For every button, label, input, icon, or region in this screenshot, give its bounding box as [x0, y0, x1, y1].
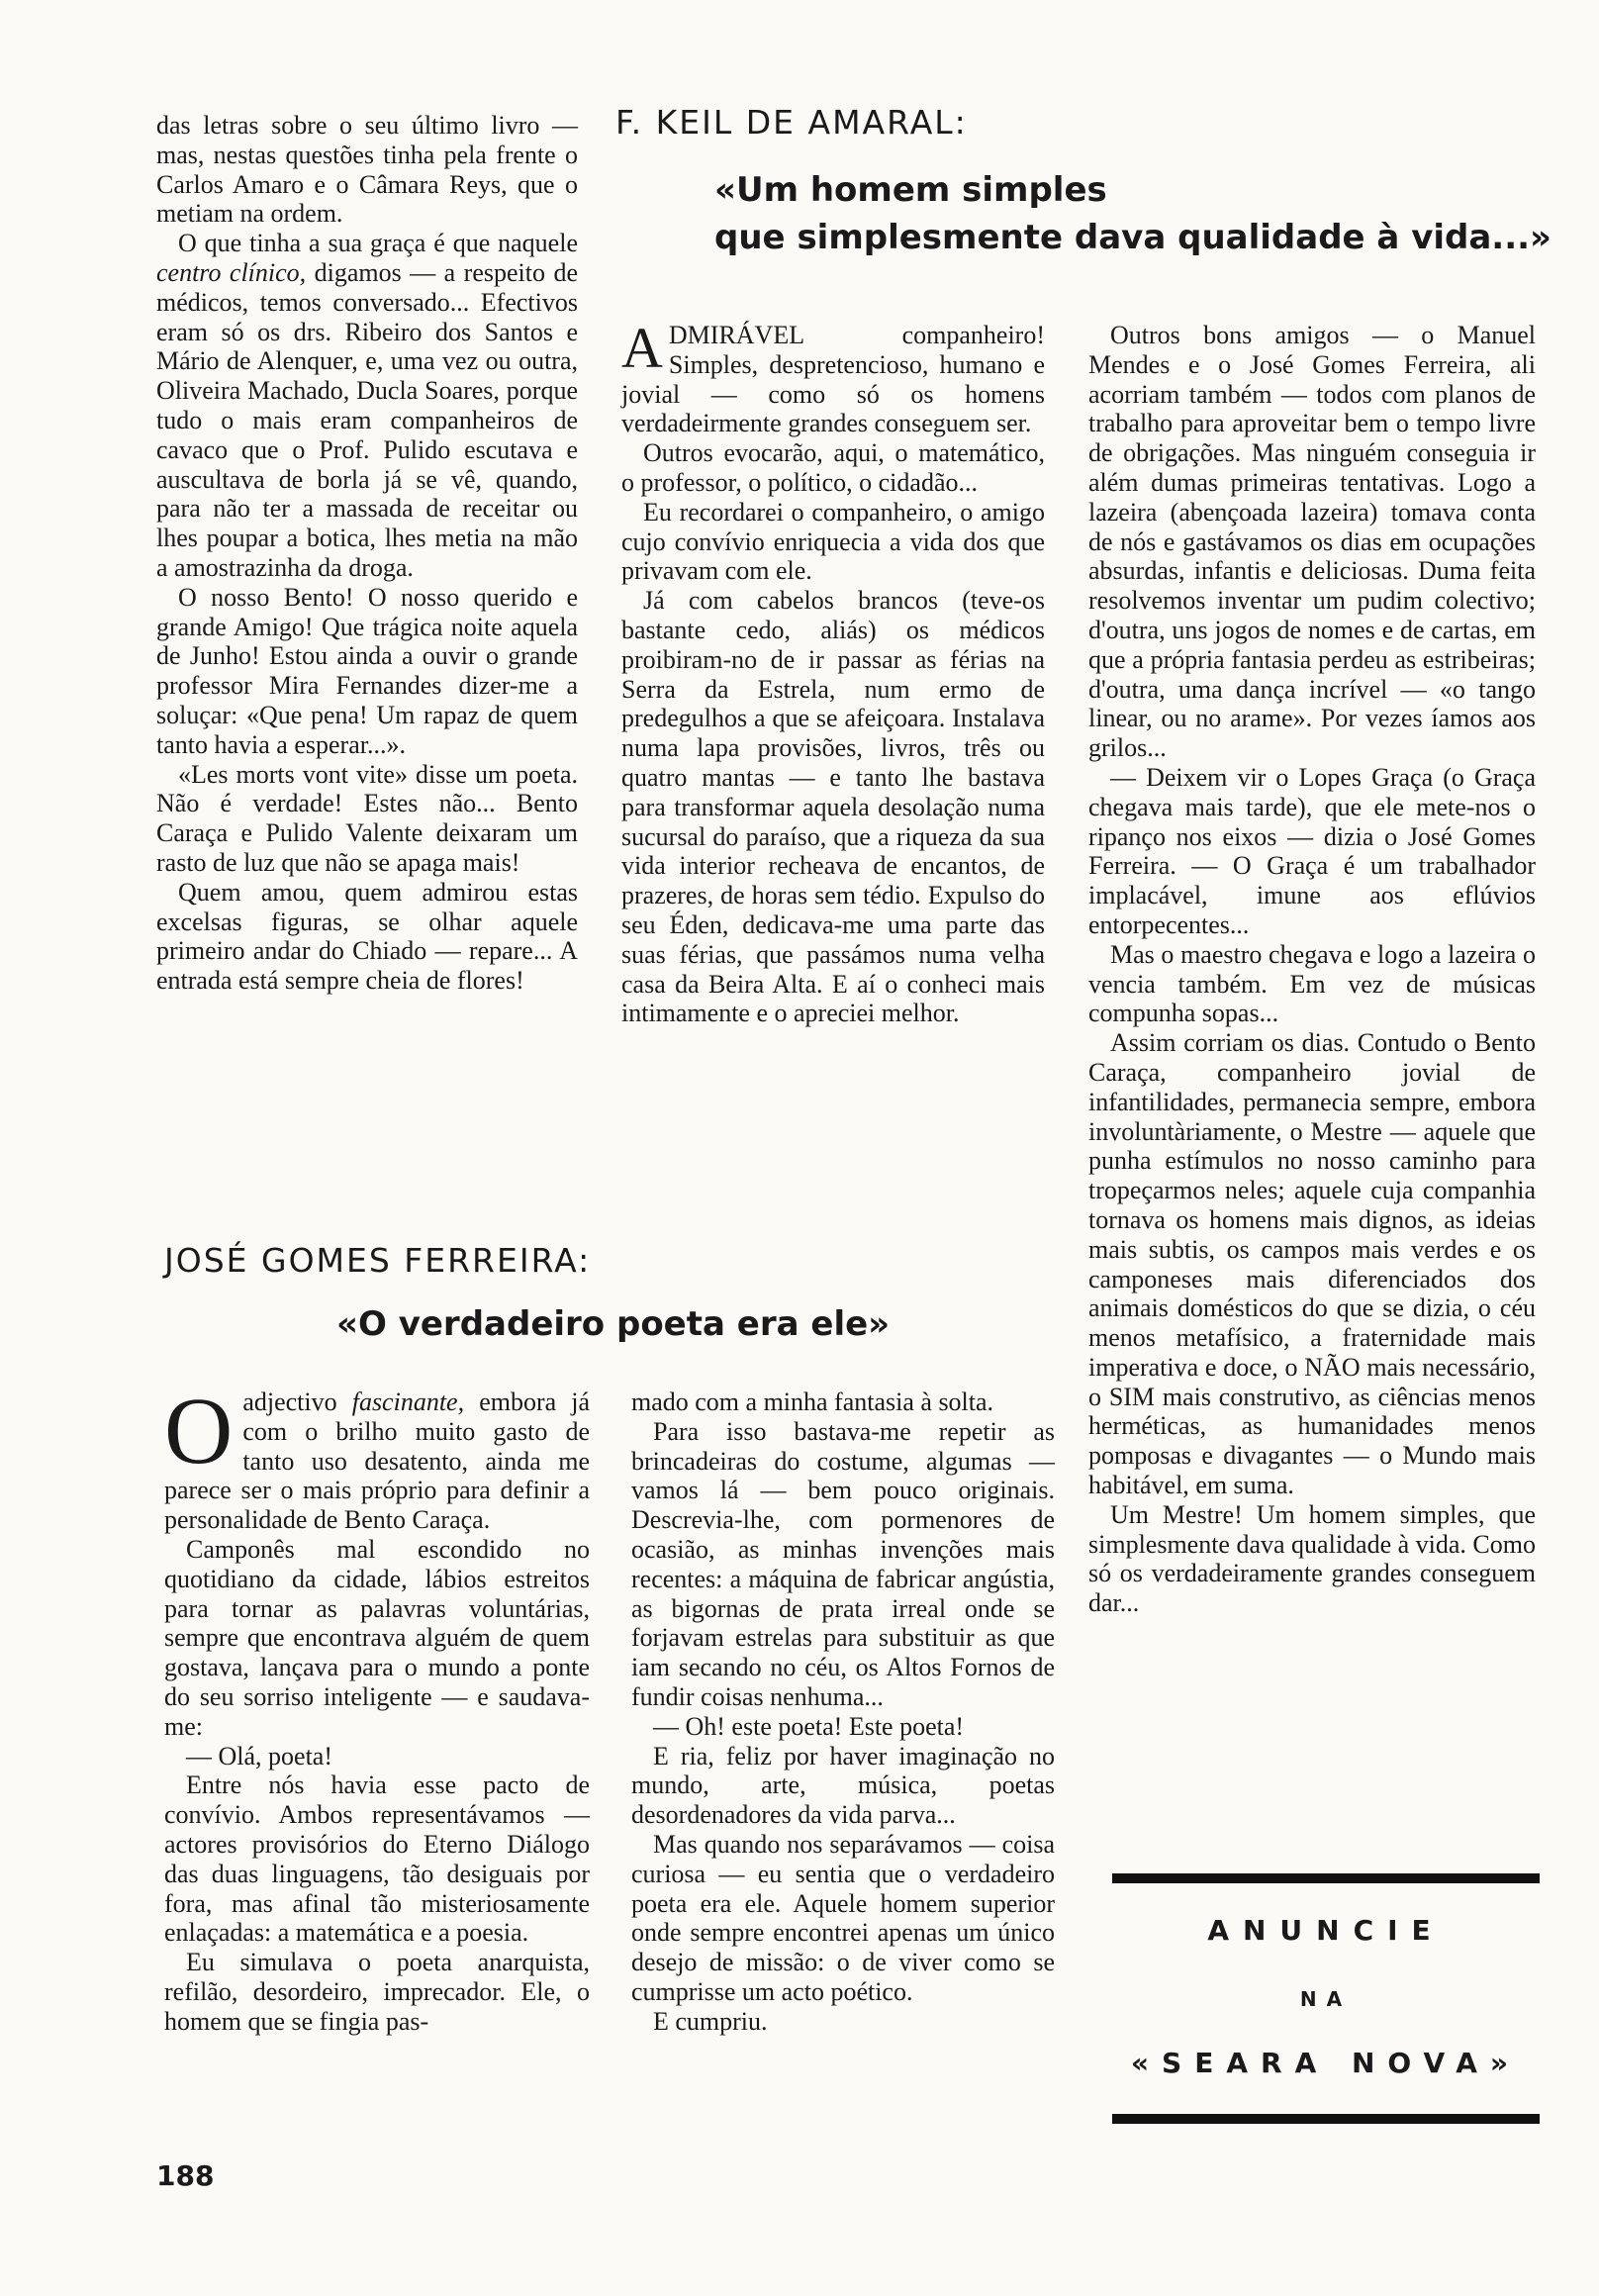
- paragraph: Já com cabelos brancos (teve-os bastante cedo, aliás) os médicos proibiram-no de ir passar as férias na Serra da Estrela, num ermo de predegulhos a que se afeiçoara. Instalava numa lapa provisões, livros, três ou quatro mantas — e tanto lhe bastava para transformar aquela desolação numa sucursal do paraíso, que a riqueza da sua vida interior recheava de encantos, de prazeres, de horas sem tédio. Expulso do seu Éden, dedicava-me uma parte das suas férias, que passámos numa velha casa da Beira Alta. E aí o conheci mais intimamente e o apreciei melhor.: [621, 586, 1045, 1028]
- paragraph: das letras sobre o seu último livro — mas, nestas questões tinha pela frente o Carlos Amaro e o Câmara Reys, que o metiam na ordem.: [156, 111, 578, 229]
- drop-cap: A: [621, 316, 663, 380]
- first-paragraph-text: DMIRÁVEL companheiro! Simples, despretencioso, humano e jovial — como só os homens verdadeirmente grandes conseguem ser.: [621, 321, 1045, 438]
- jgf-headline: «O verdadeiro poeta era ele»: [336, 1304, 891, 1344]
- keil-headline-line2: que simplesmente dava qualidade à vida...»: [714, 218, 1552, 257]
- jgf-column-1: [164, 1378, 591, 2037]
- italic-word: fascinante,: [351, 1387, 465, 1416]
- keil-headline: [714, 166, 1552, 261]
- advert-line-3: «SEARA NOVA»: [1130, 2047, 1522, 2079]
- paragraph: — Oh! este poeta! Este poeta!: [653, 1711, 965, 1741]
- keil-first-paragraph: [621, 316, 1045, 438]
- continuation-column: [156, 111, 578, 996]
- paragraph: Eu simulava o poeta anarquista, refilão, desordeiro, imprecador. Ele, o homem que se fingia pas-: [164, 1948, 590, 2036]
- paragraph: Um Mestre! Um homem simples, que simplesmente dava qualidade à vida. Como só os verdadeiramente grandes conseguem dar...: [1088, 1499, 1536, 1618]
- first-paragraph-post: embora já com o brilho muito gasto de tanto uso desatento, ainda me parece ser o mais próprio para definir a personalidade de Bento Caraça.: [164, 1387, 591, 1535]
- advert-top-rule: [1112, 1873, 1540, 1883]
- paragraph: Mas o maestro chegava e logo a lazeira o vencia também. Em vez de músicas compunha sopas...: [1088, 939, 1536, 1028]
- keil-column-1: [621, 316, 1045, 1028]
- paragraph: Assim corriam os dias. Contudo o Bento Caraça, companheiro jovial de infantilidades, permanecia sempre, embora involuntàriamente, o Mestre — aquele que punha estímulos no nosso caminho para tropeçarmos neles; aquele cuja companhia tornava os homens mais dignos, as ideias mais subtis, os campos mais verdes e os camponeses mais diferenciados dos animais domésticos do que se dizia, o céu menos metafísico, a fraternidade mais imperativa e doce, o NÃO mais necessário, o SIM mais construtivo, as ciências menos herméticas, as humanidades menos pomposas e divagantes — o Mundo mais habitável, em suma.: [1088, 1028, 1536, 1500]
- paragraph: O nosso Bento! O nosso querido e grande Amigo! Que trágica noite aquela de Junho! Estou ainda a ouvir o grande professor Mira Fernandes dizer-me a soluçar: «Que pena! Um rapaz de quem tanto havia a esperar...».: [156, 582, 578, 759]
- jgf-first-paragraph: [164, 1378, 591, 1535]
- paragraph: Para isso bastava-me repetir as brincadeiras do costume, algumas — vamos lá — bem pouco originais. Descrevia-lhe, com pormenores de ocasião, as minhas invenções mais recentes: a máquina de fabricar angústia, as bigornas de prata irreal onde se forjavam estrelas para substituir as que iam secando no céu, os Altos Fornos de fundir coisas nenhuma...: [631, 1416, 1055, 1711]
- first-paragraph-pre: adjectivo: [242, 1387, 337, 1416]
- keil-column-2: [1088, 321, 1536, 1618]
- paragraph: Mas quando nos separávamos — coisa curiosa — eu sentia que o verdadeiro poeta era ele. Aquele homem superior onde sempre encontrei apenas um único desejo de missão: o de viver como se cumprisse um acto poético.: [631, 1829, 1055, 2006]
- paragraph: Entre nós havia esse pacto de convívio. Ambos representávamos — actores provisórios do Eterno Diálogo das duas linguagens, tão desiguais por fora, mas afinal tão misteriosamente enlaçadas: a matemática e a poesia.: [164, 1770, 590, 1948]
- page-number: 188: [156, 2159, 215, 2192]
- paragraph: Outros evocarão, aqui, o matemático, o professor, o político, o cidadão...: [621, 438, 1045, 497]
- advert-line-2: NA: [1299, 1987, 1353, 2011]
- paragraph: — Deixem vir o Lopes Graça (o Graça chegava mais tarde), que ele mete-nos o ripanço nos eixos — dizia o José Gomes Ferreira. — O Graça é um trabalhador implacável, imune aos eflúvios entorpecentes...: [1088, 762, 1536, 939]
- paragraph: E cumpriu.: [653, 2006, 768, 2036]
- jgf-column-2: [631, 1387, 1055, 2037]
- paragraph: Camponês mal escondido no quotidiano da cidade, lábios estreitos para tornar as palavras voluntárias, sempre que encontrava alguém de quem gostava, lançava para o mundo a ponte do seu sorriso inteligente — e saudava-me:: [164, 1534, 590, 1741]
- paragraph: Eu recordarei o companheiro, o amigo cujo convívio enriquecia a vida dos que privavam com ele.: [621, 497, 1045, 586]
- paragraph: Outros bons amigos — o Manuel Mendes e o José Gomes Ferreira, ali acorriam também — todos com planos de trabalho para aproveitar bem o tempo livre de obrigações. Mas ninguém conseguia ir além dumas primeiras tentativas. Logo a lazeira (abençoada lazeira) tomava conta de nós e gastávamos os dias em ocupações absurdas, infantis e deliciosas. Duma feita resolvemos inventar um pudim colectivo; d'outra, uns jogos de nomes e de cartas, em que a própria fantasia perdeu as estribeiras; d'outra, uma dança incrível — «o tango linear, ou no arame». Por vezes íamos aos grilos...: [1088, 321, 1536, 763]
- keil-byline: F. KEIL DE AMARAL:: [615, 103, 968, 142]
- paragraph: O que tinha a sua graça é que naquele centro clínico, digamos — a respeito de médicos, temos conversado... Efectivos eram só os drs. Ribeiro dos Santos e Mário de Alenquer, e, uma vez ou outra, Oliveira Machado, Ducla Soares, porque tudo o mais eram companheiros de cavaco que o Prof. Pulido escutava e auscultava de borla já se vê, quando, para não ter a massada de receitar ou lhes poupar a botica, lhes metia na mão a amostrazinha da droga.: [156, 229, 578, 582]
- paragraph: «Les morts vont vite» disse um poeta. Não é verdade! Estes não... Bento Caraça e Pulido Valente deixaram um rasto de luz que não se apaga mais!: [156, 759, 578, 877]
- paragraph: — Olá, poeta!: [186, 1741, 333, 1770]
- jgf-byline: JOSÉ GOMES FERREIRA:: [164, 1241, 592, 1280]
- paragraph: Quem amou, quem admirou estas excelsas figuras, se olhar aquele primeiro andar do Chiado — repare... A entrada está sempre cheia de flores!: [156, 877, 578, 996]
- keil-headline-line1: «Um homem simples: [714, 170, 1107, 210]
- paragraph: E ria, feliz por haver imaginação no mundo, arte, música, poetas desordenadores da vida parva...: [631, 1741, 1055, 1830]
- advert-bottom-rule: [1112, 2114, 1540, 2124]
- paragraph: mado com a minha fantasia à solta.: [631, 1387, 994, 1416]
- drop-cap: O: [164, 1378, 234, 1483]
- advert-line-1: ANUNCIE: [1207, 1914, 1445, 1947]
